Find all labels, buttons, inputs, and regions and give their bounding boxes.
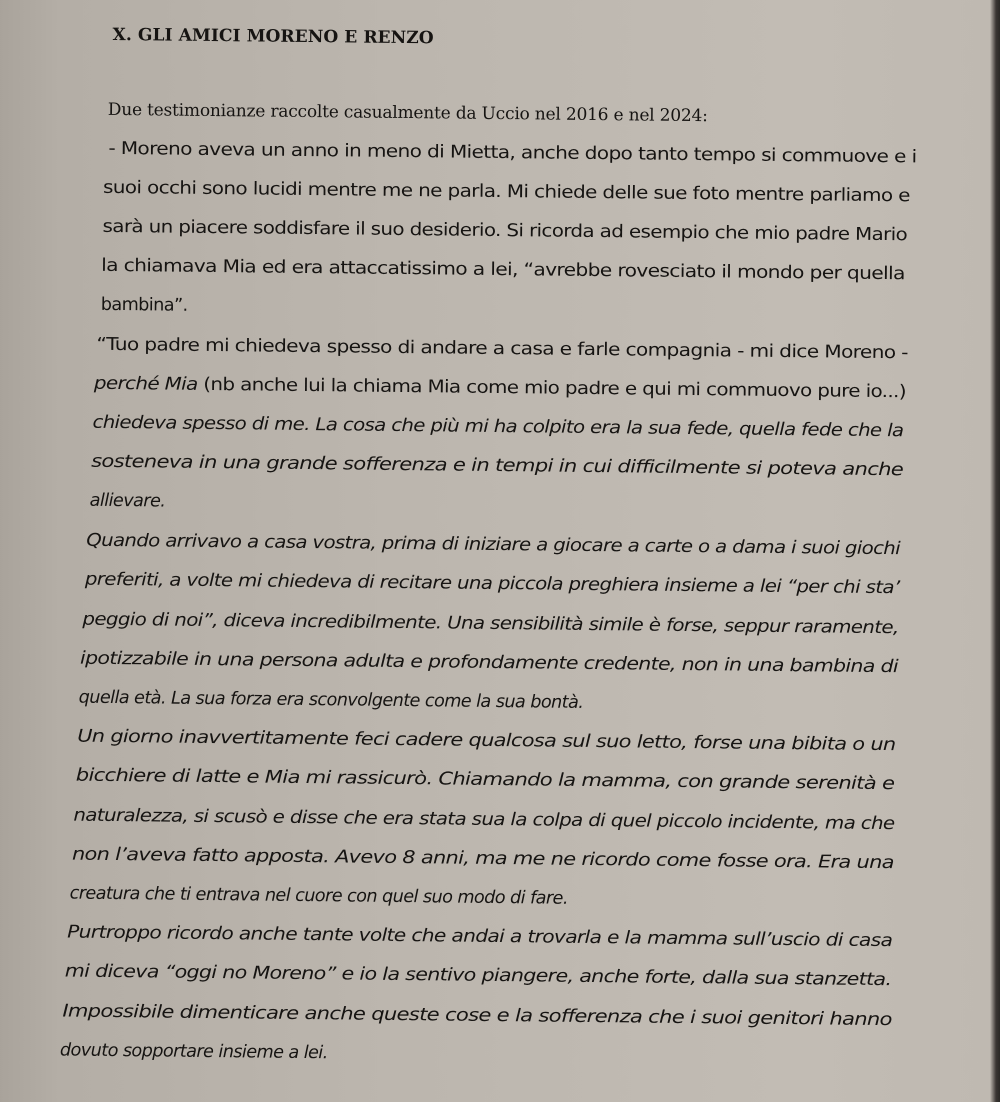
text-line	[103, 178, 910, 206]
text-line	[85, 570, 900, 599]
italic-text: Un giorno inavvertitamente feci cadere qualcosa sul suo letto, forse una bibita o un	[77, 726, 896, 756]
text-line	[92, 413, 903, 441]
text-line	[91, 452, 903, 481]
italic-text: bicchiere di latte e Mia mi rassicurò. Chiamando la mamma, con grande serenità e	[75, 765, 895, 795]
italic-text: peggio di noi”, diceva incredibilmente. Una sensibilità simile è forse, seppur raramente,	[82, 609, 899, 639]
text-line	[101, 256, 905, 284]
italic-text: Impossibile dimenticare anche queste cose e la sofferenza che i suoi genitori hanno	[62, 1001, 892, 1031]
text-line	[86, 531, 900, 560]
italic-text: perché Mia	[93, 373, 198, 395]
text-segment: la chiamava Mia ed era attaccatissimo a lei, “avrebbe rovesciato il mondo per quella	[101, 255, 905, 285]
text-line	[79, 688, 584, 713]
text-line	[77, 727, 895, 756]
italic-text: non l’aveva fatto apposta. Avevo 8 anni, ma me ne ricordo come fosse ora. Era una	[71, 844, 894, 874]
italic-text: mi diceva “oggi no Moreno” e io la sentivo piangere, anche forte, dalla sua stanzetta.	[64, 961, 892, 991]
chapter-title: X. GLI AMICI MORENO E RENZO	[112, 24, 434, 49]
text-segment: - Moreno aveva un anno in meno di Mietta, anche dopo tanto tempo si commuove e i	[108, 138, 917, 168]
intro-line: Due testimonianze raccolte casualmente da Uccio nel 2016 e nel 2024:	[107, 99, 708, 127]
italic-text: sosteneva in una grande sofferenza e in tempi in cui difficilmente si poteva anche	[91, 451, 904, 481]
italic-text: Quando arrivavo a casa vostra, prima di iniziare a giocare a carte o a dama i suoi giochi	[86, 530, 901, 560]
text-segment: bambina”.	[100, 294, 188, 316]
italic-text: chiedeva spesso di me. La cosa che più mi ha colpito era la sua fede, quella fede che la	[92, 412, 904, 442]
text-line	[62, 1001, 892, 1030]
text-segment: “Tuo padre mi chiedeva spesso di andare a casa e farle compagnia - mi dice Moreno -	[96, 334, 908, 364]
text-line	[60, 1040, 328, 1063]
text-line	[90, 491, 166, 512]
text-segment: sarà un piacere soddisfare il suo desiderio. Si ricorda ad esempio che mio padre Mario	[102, 216, 908, 246]
text-line	[65, 961, 892, 990]
italic-text: preferiti, a volte mi chiedeva di recitare una piccola preghiera insieme a lei “per chi sta’	[84, 569, 900, 599]
text-line	[96, 335, 908, 363]
italic-text: creatura che ti entrava nel cuore con quel suo modo di fare.	[69, 883, 569, 909]
text-line	[102, 217, 907, 245]
italic-text: naturalezza, si scusò e disse che era stata sua la colpa di quel piccolo incidente, ma che	[73, 805, 895, 835]
text-line	[73, 806, 894, 835]
text-segment: (nb anche lui la chiama Mia come mio padre e qui mi commuovo pure io...)	[197, 374, 907, 403]
text-line	[82, 610, 898, 639]
text-line	[101, 295, 188, 316]
italic-text: dovuto sopportare insieme a lei.	[59, 1040, 328, 1064]
text-line	[108, 139, 916, 167]
italic-text: ipotizzabile in una persona adulta e profondamente credente, non in una bambina di	[79, 648, 899, 678]
italic-text: quella età. La sua forza era sconvolgente come la sua bontà.	[78, 687, 584, 713]
text-line	[72, 845, 894, 874]
text-line	[67, 923, 892, 952]
text-line	[70, 884, 569, 909]
italic-text: Purtroppo ricordo anche tante volte che andai a trovarla e la mamma sull’uscio di casa	[67, 922, 893, 952]
text-line	[94, 374, 906, 403]
italic-text: allievare.	[89, 490, 166, 512]
text-line	[76, 766, 895, 795]
text-segment: suoi occhi sono lucidi mentre me ne parla. Mi chiede delle sue foto mentre parliamo e	[102, 177, 911, 207]
text-line	[80, 649, 898, 678]
